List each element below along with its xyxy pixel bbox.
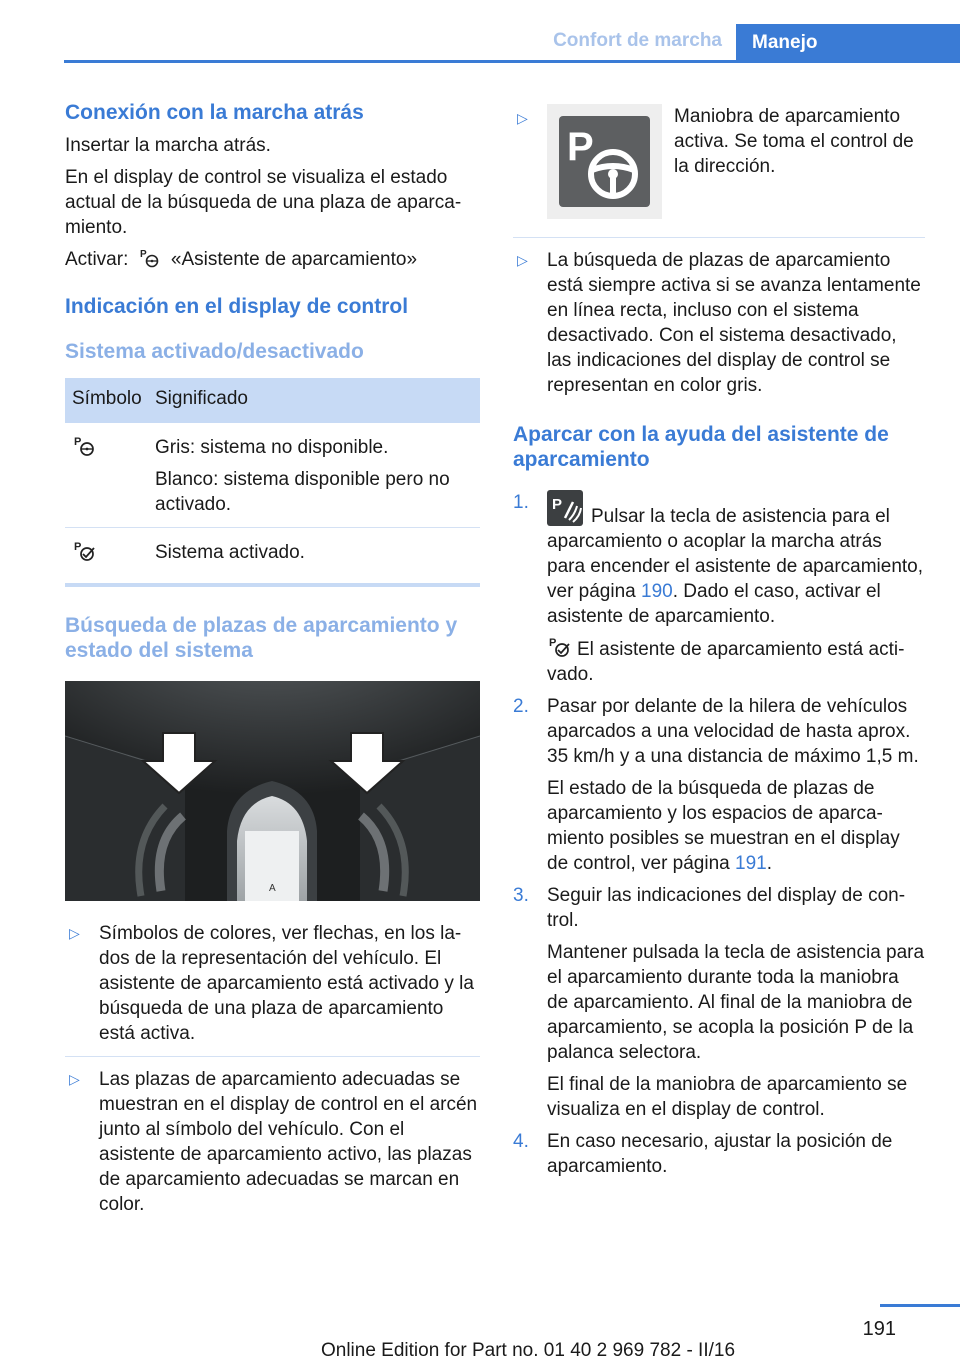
- table-row: [65, 528, 480, 584]
- page-link-191[interactable]: 191: [735, 853, 767, 874]
- left-column: [65, 100, 480, 1227]
- park-assist-active-icon: [547, 636, 571, 658]
- heading-system-state: Sistema activado/desactivado: [65, 340, 364, 363]
- table-header-symbol: Símbolo: [65, 378, 148, 423]
- table-header-meaning: Significado: [148, 378, 480, 423]
- header-section-tab[interactable]: Manejo: [736, 24, 960, 62]
- parking-maneuver-icon: [547, 104, 662, 219]
- vehicle-display-illustration: [65, 681, 480, 901]
- heading-park-with-assistant: Aparcar con la ayuda del asistente de aparcamiento: [513, 423, 889, 471]
- paragraph-insert-reverse: Insertar la marcha atrás.: [65, 135, 271, 156]
- list-item: [513, 104, 925, 238]
- footer-rule: [880, 1304, 960, 1307]
- maneuver-status-list: [513, 104, 925, 408]
- heading-display-indication: Indicación en el display de control: [65, 295, 409, 318]
- svg-text:P: P: [74, 541, 82, 553]
- triangle-bullet-icon: ▷: [517, 110, 528, 126]
- step-number: 3.: [513, 885, 529, 906]
- page-link-190[interactable]: 190: [641, 581, 673, 602]
- paragraph-activate: [65, 247, 480, 272]
- list-item: ▷ Símbolos de colores, ver flechas, en los lados de la representación del vehículo. El asistente de aparcamiento está activado y la búsqueda de una plaza de aparcamiento está activa.: [65, 911, 480, 1057]
- list-item: ▷ Las plazas de aparcamiento adecuadas se muestran en el display de control en el arcén junto al símbolo del vehículo. Con el asistente de aparcamiento activo, las plazas de aparcamiento adecuadas se marcan en color.: [69, 1069, 478, 1215]
- svg-text:P: P: [552, 496, 563, 513]
- table-header-row: [65, 378, 480, 423]
- parking-search-display-image: [65, 681, 480, 901]
- symbol-table: [65, 378, 480, 583]
- list-item: 1. P Pulsar la tecla de asistencia para el aparcamiento o acoplar la marcha atrás para encender el asistente de aparcamiento, ver página 190. Dado el caso, activar el asistente de aparcamiento. P El asistente de aparcamiento está activado.: [513, 492, 924, 685]
- meaning-white: Blanco: sistema disponible pero no activado.: [155, 469, 450, 515]
- triangle-bullet-icon: ▷: [517, 252, 528, 268]
- parking-steps-list: [513, 490, 925, 1179]
- park-assist-icon: [72, 435, 96, 457]
- footer-edition: Online Edition for Part no. 01 40 2 969 782 - II/16: [320, 1340, 736, 1361]
- svg-text:P: P: [567, 125, 594, 169]
- triangle-bullet-icon: ▷: [69, 925, 80, 941]
- table-cell-meaning: Sistema activado.: [155, 542, 305, 563]
- page-header: [0, 0, 960, 64]
- header-rule: [64, 60, 960, 63]
- maneuver-active-text: Maniobra de aparcamiento activa. Se toma el control de la dirección.: [674, 106, 914, 177]
- list-item: 3. Seguir las indicaciones del display de control. Mantener pulsada la tecla de asistencia para el aparcamiento durante toda la maniobra de aparcamiento. Al final de la maniobra de aparcamiento, se acopla la posición P de la palanca selectora. El final de la maniobra de aparcamiento se visualiza en el display de control.: [513, 885, 925, 1120]
- search-status-list: [65, 911, 480, 1227]
- park-assist-button-icon: [547, 490, 583, 526]
- step-number: 4.: [513, 1131, 529, 1152]
- table-bottom-rule: [65, 583, 480, 587]
- svg-text:A: A: [269, 883, 276, 894]
- meaning-gray: Gris: sistema no disponible.: [155, 437, 389, 458]
- list-item: 4. En caso necesario, ajustar la posición de aparcamiento.: [513, 1131, 893, 1177]
- step-number: 1.: [513, 492, 529, 513]
- step-number: 2.: [513, 696, 529, 717]
- page-number: 191: [862, 1318, 896, 1340]
- svg-text:P: P: [139, 249, 147, 260]
- table-cell-meaning: [148, 423, 480, 528]
- activate-menu-text: «Asistente de aparcamiento»: [170, 249, 418, 270]
- heading-search-status: Búsqueda de plazas de aparcamiento y estado del sistema: [65, 614, 458, 662]
- list-item: ▷ La búsqueda de plazas de aparcamiento está siempre activa si se avanza lentamente en línea recta, incluso con el sistema desactivado. Con el sistema desactivado, las indicaciones del display de control se representan en color gris.: [517, 250, 921, 396]
- table-cell-symbol: [65, 528, 148, 584]
- list-item: 2. Pasar por delante de la hilera de vehículos aparcados a una velocidad de hasta aprox. 35 km/h y a una distancia de máximo 1,5 m. El estado de la búsqueda de plazas de aparcamiento y los espacios de aparcamiento posibles se muestran en el display de control, ver página 191.: [513, 696, 919, 874]
- activate-label: Activar:: [65, 249, 129, 270]
- table-cell-symbol: [65, 423, 148, 528]
- table-row: [65, 423, 480, 528]
- park-assist-active-icon: [72, 540, 98, 562]
- svg-text:P: P: [549, 637, 557, 649]
- park-assist-icon: [140, 248, 160, 268]
- header-breadcrumb[interactable]: Confort de marcha: [553, 30, 722, 51]
- right-column: [513, 104, 925, 1186]
- svg-text:P: P: [74, 436, 82, 448]
- paragraph-display-status: En el display de control se visualiza el estado actual de la búsqueda de una plaza de aparcamiento.: [65, 167, 462, 238]
- triangle-bullet-icon: ▷: [69, 1071, 80, 1087]
- heading-reverse-gear: Conexión con la marcha atrás: [65, 101, 364, 124]
